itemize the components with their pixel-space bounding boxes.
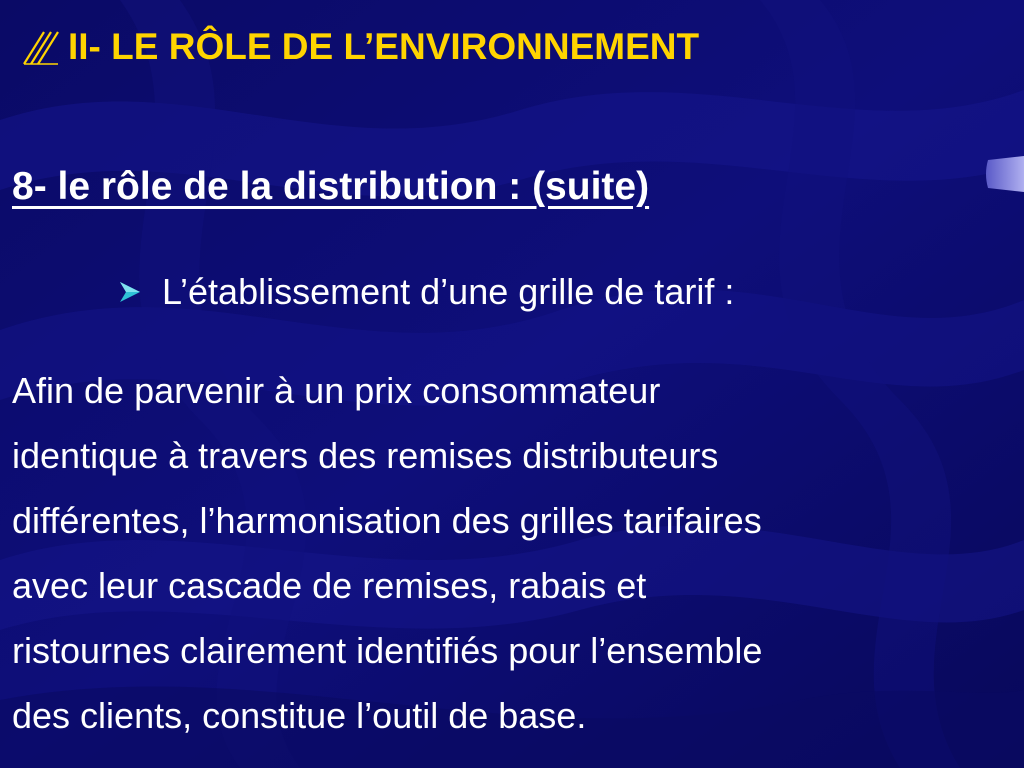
- slide-title: II- LE RÔLE DE L’ENVIRONNEMENT: [68, 25, 700, 67]
- bullet-text: L’établissement d’une grille de tarif :: [162, 271, 735, 312]
- body-paragraph: [12, 358, 1012, 748]
- title-row: [22, 26, 699, 66]
- paragraph-line: avec leur cascade de remises, rabais et: [12, 565, 647, 606]
- diagonal-lines-icon: [22, 26, 60, 66]
- bullet-item: [118, 272, 734, 312]
- side-tab-decoration: [984, 156, 1024, 192]
- arrowhead-bullet-icon: [118, 280, 142, 304]
- paragraph-line: des clients, constitue l’outil de base.: [12, 695, 587, 736]
- paragraph-line: différentes, l’harmonisation des grilles tarifaires: [12, 500, 762, 541]
- section-subtitle: 8- le rôle de la distribution : (suite): [12, 165, 650, 208]
- paragraph-line: ristournes clairement identifiés pour l’ensemble: [12, 630, 763, 671]
- paragraph-line: Afin de parvenir à un prix consommateur: [12, 370, 661, 411]
- paragraph-line: identique à travers des remises distributeurs: [12, 435, 719, 476]
